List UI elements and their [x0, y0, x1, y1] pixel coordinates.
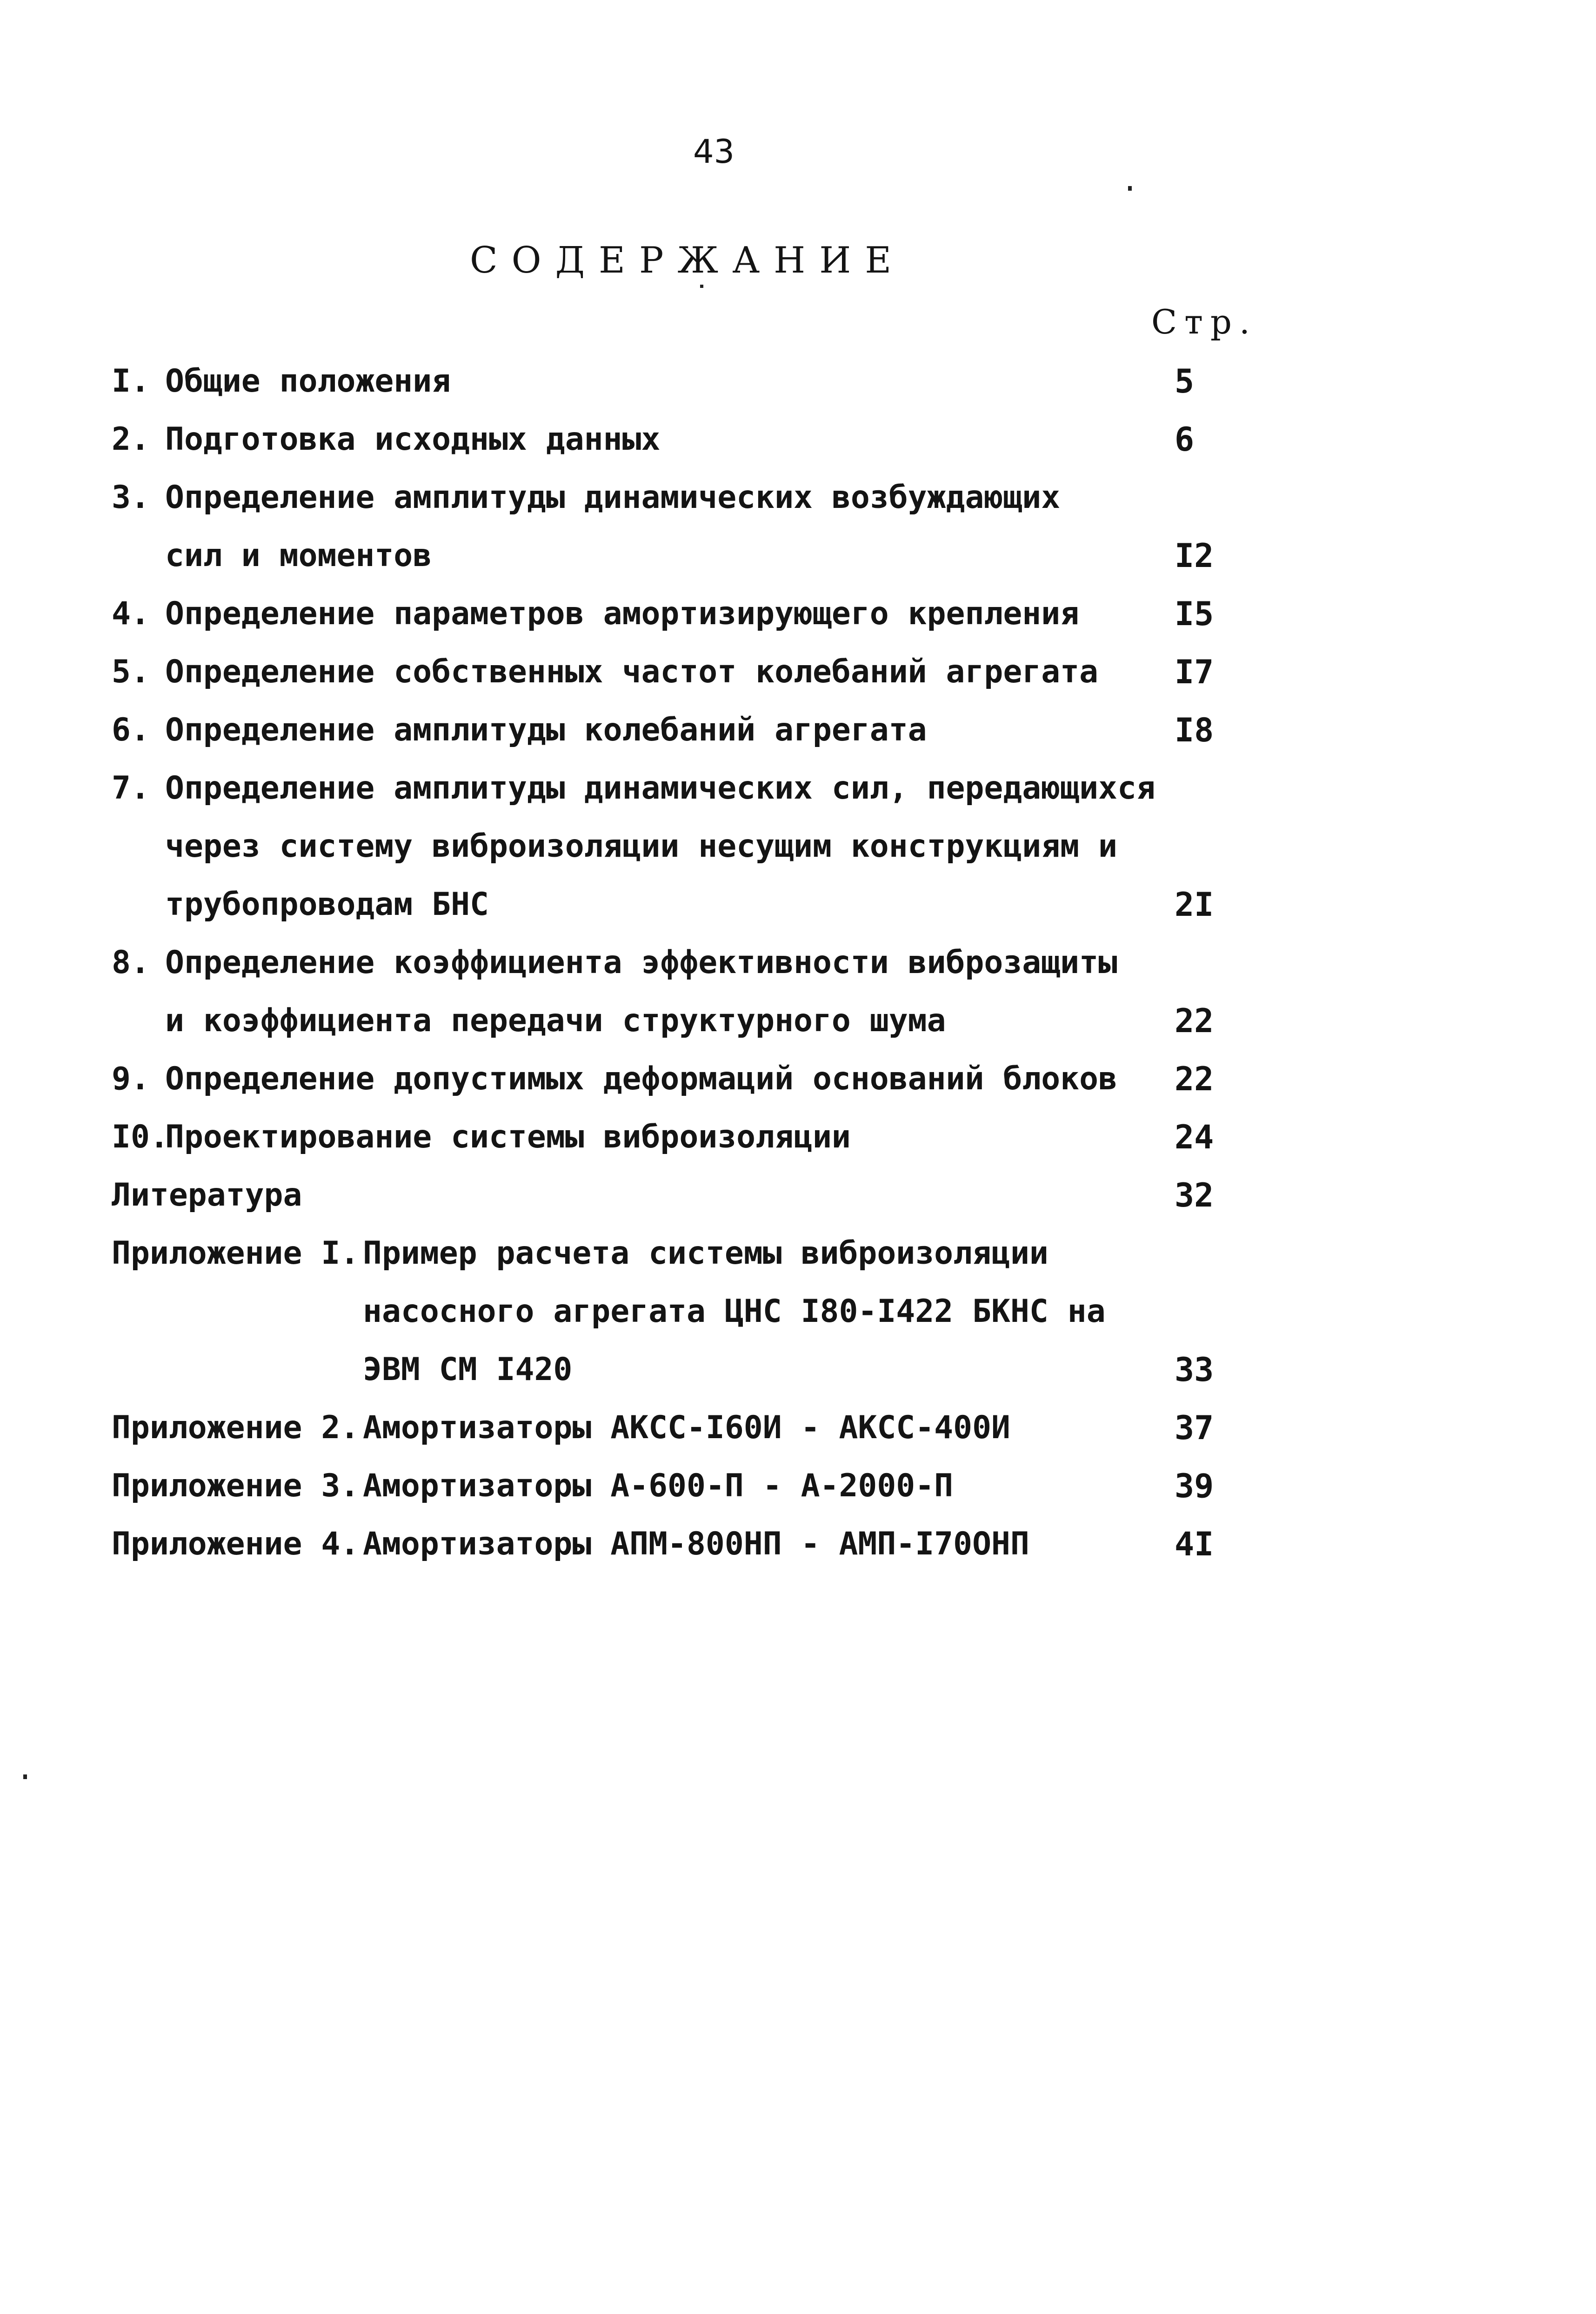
toc-entry	[0, 1288, 1596, 1335]
toc-entry-title: сил и моментов	[165, 537, 432, 574]
toc-entry	[0, 1172, 1596, 1219]
toc-entry	[0, 1405, 1596, 1451]
scan-speck	[23, 1774, 27, 1779]
toc-entry-title: Определение параметров амортизирующего крепления	[165, 595, 1080, 632]
toc-entry	[0, 940, 1596, 986]
toc-entry	[0, 1114, 1596, 1160]
toc-entry-number: 6.	[112, 712, 150, 748]
toc-entry	[0, 765, 1596, 812]
toc-entry-page: I8	[1175, 711, 1214, 749]
toc-entry-number: Приложение I.	[112, 1235, 360, 1272]
toc-entry	[0, 998, 1596, 1044]
toc-entry-title: трубопроводам БНС	[165, 886, 489, 923]
toc-entry-page: 22	[1175, 1002, 1214, 1040]
toc-entry-title: Подготовка исходных данных	[165, 421, 661, 458]
toc-entry-title: Проектирование системы виброизоляции	[165, 1119, 851, 1155]
toc-entry	[0, 649, 1596, 695]
toc-entry-page: 5	[1175, 362, 1195, 400]
toc-entry-title: ЭВМ СМ I420	[363, 1351, 573, 1388]
toc-entry-title: Определение собственных частот колебаний агрегата	[165, 654, 1099, 690]
toc-entry-number: 8.	[112, 944, 150, 981]
toc-entry-number: Приложение 3.	[112, 1467, 360, 1504]
toc-entry-page: 22	[1175, 1060, 1214, 1098]
toc-entry-number: 3.	[112, 479, 150, 516]
toc-entry-page: 33	[1175, 1351, 1214, 1389]
toc-entry-page: I7	[1175, 653, 1214, 691]
toc-entry	[0, 1056, 1596, 1102]
toc-entry-page: 6	[1175, 420, 1195, 459]
toc-entry	[0, 416, 1596, 463]
toc-entry-title: и коэффициента передачи структурного шума	[165, 1002, 946, 1039]
toc-entry-title: Литература	[112, 1177, 302, 1214]
toc-entry-title: Амортизаторы АПМ-800НП - АМП-I70ОНП	[363, 1526, 1029, 1562]
toc-entry-title: Определение амплитуды динамических возбуждающих	[165, 479, 1061, 516]
toc-entry-page: I2	[1175, 537, 1214, 575]
toc-entry-title: насосного агрегата ЦНС I80-I422 БКНС на	[363, 1293, 1106, 1330]
toc-entry-number: I.	[112, 363, 150, 400]
toc-entry-number: 5.	[112, 654, 150, 690]
toc-entry-page: 32	[1175, 1176, 1214, 1214]
toc-entry	[0, 1463, 1596, 1509]
toc-entry	[0, 533, 1596, 579]
page-number: 43	[693, 133, 735, 171]
toc-entry	[0, 1347, 1596, 1393]
toc-entry	[0, 881, 1596, 928]
toc-entry	[0, 1521, 1596, 1567]
toc-entry	[0, 474, 1596, 521]
toc-entry-page: I5	[1175, 595, 1214, 633]
scan-speck	[1128, 186, 1132, 191]
toc-entry-number: Приложение 2.	[112, 1409, 360, 1446]
toc-entry	[0, 1230, 1596, 1277]
toc-entry-title: Общие положения	[165, 363, 451, 400]
page-title: СОДЕРЖАНИЕ	[470, 240, 906, 281]
toc-entry-title: Амортизаторы А-600-П - А-2000-П	[363, 1467, 954, 1504]
toc-entry-title: Определение допустимых деформаций оснований блоков	[165, 1060, 1117, 1097]
toc-entry-number: 7.	[112, 770, 150, 807]
scan-speck	[700, 285, 703, 288]
toc-entry-title: Определение амплитуды динамических сил, передающихся	[165, 770, 1155, 807]
toc-entry-number: I0.	[112, 1119, 169, 1155]
toc-entry	[0, 591, 1596, 637]
toc-entry-page: 39	[1175, 1467, 1214, 1505]
toc-entry-title: Амортизаторы АКСС-I60И - АКСС-400И	[363, 1409, 1010, 1446]
toc-entry-title: Определение амплитуды колебаний агрегата	[165, 712, 927, 748]
toc-entry-title: Определение коэффициента эффективности виброзащиты	[165, 944, 1117, 981]
toc-entry-page: 24	[1175, 1118, 1214, 1156]
toc-entry	[0, 358, 1596, 405]
pages-column-header: Стр.	[1151, 302, 1257, 341]
toc-entry-number: Приложение 4.	[112, 1526, 360, 1562]
toc-entry-title: Пример расчета системы виброизоляции	[363, 1235, 1048, 1272]
toc-entry-page: 4I	[1175, 1525, 1214, 1563]
toc-entry-number: 9.	[112, 1060, 150, 1097]
toc-entry-title: через систему виброизоляции несущим конструкциям и	[165, 828, 1117, 865]
toc-entry-number: 4.	[112, 595, 150, 632]
toc-entry-page: 37	[1175, 1409, 1214, 1447]
toc-entry-page: 2I	[1175, 886, 1214, 924]
toc-entry-number: 2.	[112, 421, 150, 458]
toc-entry	[0, 823, 1596, 870]
toc-entry	[0, 707, 1596, 754]
